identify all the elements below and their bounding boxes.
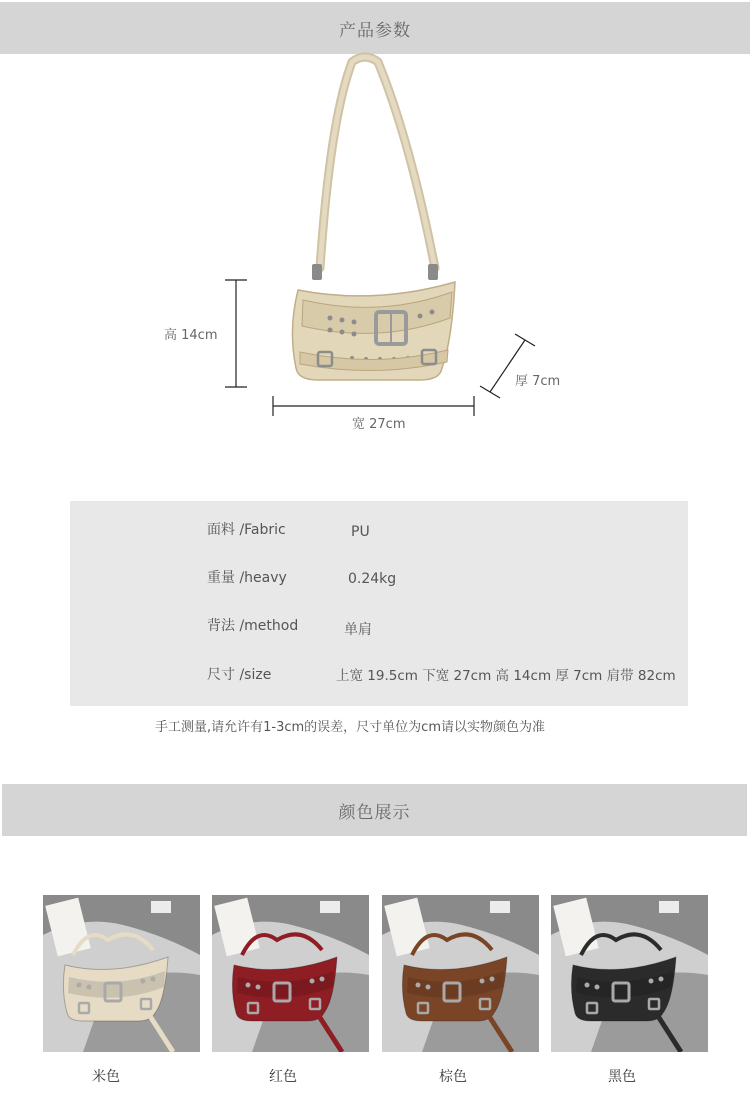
spec-value: 上宽 19.5cm 下宽 27cm 高 14cm 厚 7cm 肩带 82cm — [336, 668, 676, 684]
height-label: 高 14cm — [164, 328, 218, 343]
color-thumbnail-beige[interactable] — [43, 895, 200, 1052]
spec-key: 尺寸 /size — [207, 667, 272, 683]
color-thumbnail-red[interactable] — [212, 895, 369, 1052]
spec-key: 重量 /heavy — [207, 570, 287, 586]
spec-value: 0.24kg — [348, 571, 397, 587]
depth-label: 厚 7cm — [515, 374, 561, 389]
width-label: 宽 27cm — [352, 417, 406, 432]
color-label-black: 黑色 — [608, 1069, 636, 1085]
product-image — [0, 0, 750, 470]
color-label-red: 红色 — [269, 1069, 297, 1085]
bag-photo — [212, 895, 369, 1052]
spec-key: 面料 /Fabric — [207, 522, 286, 538]
bag-photo — [382, 895, 539, 1052]
section-title: 颜色展示 — [338, 802, 411, 823]
bag-photo — [43, 895, 200, 1052]
color-label-brown: 棕色 — [439, 1069, 467, 1085]
spec-key: 背法 /method — [207, 618, 299, 634]
color-label-beige: 米色 — [92, 1069, 120, 1085]
spec-value: PU — [351, 524, 370, 540]
section-header-colors — [2, 784, 747, 836]
section-title: 产品参数 — [339, 20, 411, 41]
spec-value: 单肩 — [344, 622, 372, 638]
spec-table — [70, 501, 688, 706]
bag-photo — [551, 895, 708, 1052]
color-thumbnail-black[interactable] — [551, 895, 708, 1052]
measurement-note: 手工测量,请允许有1-3cm的误差，尺寸单位为cm请以实物颜色为准 — [155, 720, 545, 735]
color-thumbnail-brown[interactable] — [382, 895, 539, 1052]
